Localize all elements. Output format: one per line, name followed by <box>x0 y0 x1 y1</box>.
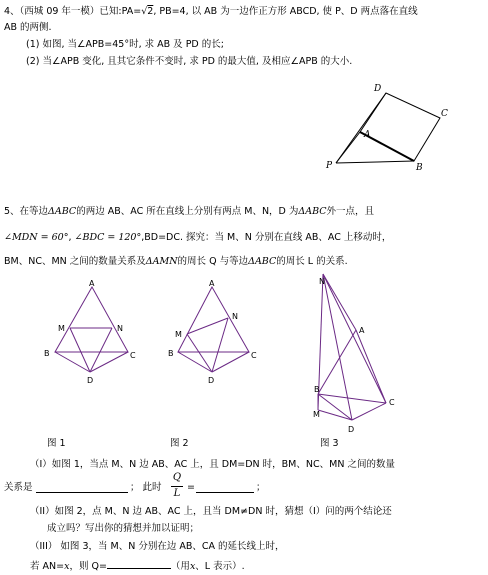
problem4-intro-cont: , PB=4, 以 AB 为一边作正方形 ABCD, 使 P、D 两点落在直线 <box>153 6 418 17</box>
label-C: C <box>441 109 448 119</box>
figure2-label-D: D <box>208 376 215 385</box>
question-2-line1: （II）如图 2，点 M、N 边 AB、AC 上，且当 DM≠DN 时，猜想（I）问的两个结论还 <box>30 506 392 517</box>
problem4-line2: AB 的两侧. <box>4 22 52 33</box>
figure2-segment-md <box>187 334 212 372</box>
figure1-segment-md <box>70 328 90 372</box>
label-A: A <box>364 130 371 140</box>
problem5-line3-end: 的周长 L 的关系. <box>276 256 348 267</box>
figure2 <box>178 287 249 372</box>
figure3-segment-ac <box>356 330 386 403</box>
figure3-segment-md <box>318 410 352 420</box>
figure3-label-D: D <box>348 425 355 434</box>
figure1-label-B: B <box>44 349 50 358</box>
label-P: P <box>326 161 333 171</box>
angle-bdc: ∠BDC = 120° <box>74 232 142 243</box>
figure3-segment-cd <box>352 403 386 420</box>
figure1-segment-cd <box>90 352 128 372</box>
figure1-label-A: A <box>89 279 95 288</box>
figure3-label-N: N <box>319 277 325 286</box>
fraction-numerator: Q <box>172 472 182 483</box>
figure1-segment-nd <box>90 328 112 372</box>
figure2-triangle-abc <box>178 287 249 352</box>
figure2-label-B: B <box>168 349 174 358</box>
square-abcd <box>360 93 440 161</box>
question-1-line1: （I）如图 1，当点 M、N 边 AB、AC 上，且 DM=DN 时，BM、NC、MN 之间的数量 <box>30 459 395 470</box>
figure3-segment-nd <box>323 274 352 420</box>
sqrt-symbol: √2 <box>141 6 154 17</box>
triangle-amn-symbol: ΔAMN <box>145 256 178 267</box>
figure3-line-nc <box>323 274 386 403</box>
figure3-label-C: C <box>389 398 395 407</box>
problem5-line3-mid: 的周长 Q 与等边 <box>177 256 249 267</box>
figure2-label-N: N <box>232 312 238 321</box>
question-2-line2: 成立吗？写出你的猜想并加以证明； <box>47 523 200 534</box>
figure1-label-D: D <box>87 376 94 385</box>
variable-x: x <box>64 561 70 572</box>
figure1-label-N: N <box>117 324 123 333</box>
problem5-intro: 5、在等边 <box>4 206 49 217</box>
variable-x-2: x <box>189 561 196 572</box>
sqrt-radicand: 2 <box>147 6 154 17</box>
figure2-label-A: A <box>209 279 215 288</box>
label-B: B <box>416 163 423 173</box>
figure3-segment-ab <box>318 330 356 394</box>
segment-pb <box>336 161 414 163</box>
figure2-segment-bd <box>178 352 212 372</box>
angle-mdn: ∠MDN = 60° <box>4 232 69 243</box>
question-1-mid: ； 此时 <box>130 482 162 493</box>
figure3-line-ma <box>323 274 356 330</box>
question-3-end: 、L 表示）. <box>195 561 245 572</box>
figure2-label-C: C <box>251 351 257 360</box>
triangle-abc-symbol-3: ΔABC <box>248 256 277 267</box>
figure2-label-M: M <box>175 330 182 339</box>
problem4-figure <box>336 93 440 163</box>
problem5-line3-text: BM、NC、MN 之间的数量关系及 <box>4 256 146 267</box>
figure1-caption: 图 1 <box>47 438 66 449</box>
figure3-label-M: M <box>313 410 320 419</box>
figure3-caption: 图 3 <box>320 438 339 449</box>
question-3-hint: （用 <box>170 561 190 572</box>
segment-pd <box>336 93 386 163</box>
question-3-prefix: 若 AN= <box>30 561 65 572</box>
problem4-intro: 4、（西城 09 年一模）已知:PA= <box>4 6 142 17</box>
figure1-segment-bd <box>55 352 90 372</box>
figure3-label-A: A <box>359 326 365 335</box>
question-1-label: 关系是 <box>4 482 33 493</box>
figure2-caption: 图 2 <box>170 438 189 449</box>
problem5-intro-end: 外一点，且 <box>326 206 375 217</box>
fraction-denominator: L <box>173 488 181 499</box>
figure2-segment-nd <box>212 318 228 372</box>
label-D: D <box>374 84 382 94</box>
figure2-segment-mn <box>187 318 228 334</box>
question-3-line1: （III） 如图 3，当 M、N 分别在边 AB、CA 的延长线上时， <box>30 541 285 552</box>
problem5-intro-cont: 的两边 AB、AC 所在直线上分别有两点 M、N，D 为 <box>76 206 299 217</box>
question-1-end: ； <box>256 482 266 493</box>
question-1-equals: = <box>187 482 195 493</box>
figure3 <box>318 274 386 420</box>
problem5-line2: ∠MDN = 60°, ∠BDC = 120°,BD=DC. 探究：当 M、N 分别在直线 AB、AC 上移动时， <box>4 232 392 243</box>
problem4-question2: (2) 当∠APB 变化, 且其它条件不变时, 求 PD 的最大值, 及相应∠APB 的大小. <box>26 56 353 67</box>
triangle-abc-symbol: ΔABC <box>48 206 77 217</box>
question-3-q: ，则 Q= <box>69 561 107 572</box>
problem4-question1: (1) 如图, 当∠APB=45°时, 求 AB 及 PD 的长; <box>26 39 224 50</box>
figure3-label-B: B <box>314 385 320 394</box>
figure1-label-C: C <box>130 351 136 360</box>
figure1-label-M: M <box>58 324 65 333</box>
figure1-triangle-abc <box>55 287 128 352</box>
triangle-abc-symbol-2: ΔABC <box>298 206 327 217</box>
problem5-line2-text: ,BD=DC. 探究：当 M、N 分别在直线 AB、AC 上移动时， <box>141 232 392 243</box>
